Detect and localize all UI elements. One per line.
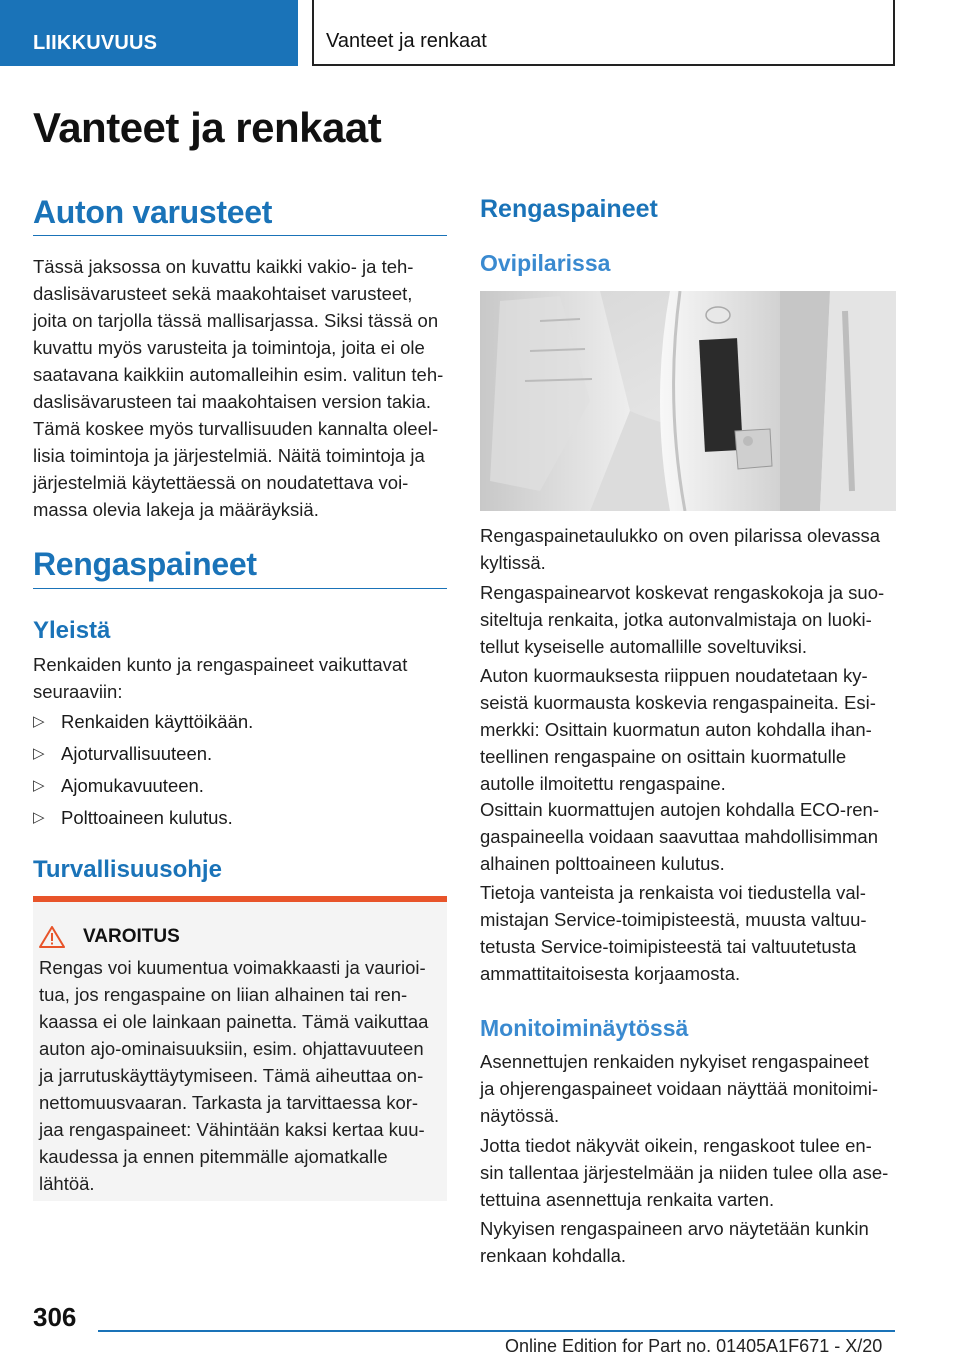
header-chapter-title: Vanteet ja renkaat <box>312 0 895 66</box>
triangle-bullet-icon: ▷ <box>33 745 45 762</box>
door-pillar-heading: Ovipilarissa <box>480 250 611 276</box>
safety-heading: Turvallisuusohje <box>33 856 222 883</box>
effects-list <box>33 708 447 836</box>
door-pillar-image <box>480 291 896 511</box>
current-value-paragraph: Nykyisen rengaspaineen arvo näytetään kunkin renkaan kohdalla. <box>480 1218 869 1266</box>
door-pillar-illustration <box>480 291 896 511</box>
sizes-paragraph: Rengaspainearvot koskevat rengaskokoja ja suo- siteltuja renkaita, jotka autonvalmistaja on luoki- tellut kyseiselle automallille soveltuviksi. <box>480 582 885 657</box>
pressure-heading: Rengaspaineet <box>33 546 257 582</box>
warning-box <box>33 896 447 1201</box>
general-heading: Yleistä <box>33 617 111 644</box>
header-section-tab: LIIKKUVUUS <box>0 0 298 66</box>
service-paragraph: Tietoja vanteista ja renkaista voi tiedustella val- mistajan Service-toimipisteestä, muusta valtuu- tetusta Service-toimipisteestä tai valtuutetusta ammattitaitoisesta korjaamosta. <box>480 882 867 984</box>
right-pressure-heading: Rengaspaineet <box>480 195 658 223</box>
equipment-heading: Auton varusteet <box>33 194 273 230</box>
footer-edition-text: Online Edition for Part no. 01405A1F671 - X/20 <box>505 1336 883 1356</box>
footer-rule <box>98 1330 895 1332</box>
warning-title: VAROITUS <box>83 926 180 947</box>
general-paragraph: Renkaiden kunto ja rengaspaineet vaikuttavat seuraaviin: <box>33 654 408 702</box>
equipment-paragraph: Tässä jaksossa on kuvattu kaikki vakio- ja teh- daslisävarusteet sekä maakohtaiset varusteet, joita on tarjolla tässä mallisarjassa. Siksi tässä on kuvattu myös varusteita ja toimintoja, joita ei ole saatavana kaikkiin automalleihin esim. valitun teh- daslisävarusteen tai maakohtaisen version takia. Tämä koskee myös turvallisuuden kannalta oleel- lisia toimintoja ja järjestelmiä. Näitä toimintoja ja järjestelmiä käytettäessä on noudatettava voi- massa olevia lakeja ja määräyksiä. <box>33 256 444 520</box>
page-title: Vanteet ja renkaat <box>33 104 382 151</box>
triangle-bullet-icon: ▷ <box>33 713 45 730</box>
list-item: ▷ Renkaiden käyttöikään. <box>33 708 447 735</box>
display-heading: Monitoiminäytössä <box>480 1015 689 1041</box>
list-item: ▷ Ajomukavuuteen. <box>33 772 447 799</box>
equipment-heading-rule <box>33 235 447 236</box>
load-paragraph: Auton kuormauksesta riippuen noudatetaan ky- seistä kuormausta koskevia rengaspaineita. Esi- merkki: Osittain kuormatun auton kohdalla ihan- teellinen rengaspaine on osittain kuormatulle autolle ilmoitettu rengaspaine. <box>480 665 876 794</box>
display-paragraph: Asennettujen renkaiden nykyiset rengaspaineet ja ohjerengaspaineet voidaan näyttää monitoimi- näytössä. <box>480 1051 879 1126</box>
warning-triangle-icon <box>39 926 65 948</box>
pillar-paragraph: Rengaspainetaulukko on oven pilarissa olevassa kyltissä. <box>480 525 881 573</box>
triangle-bullet-icon: ▷ <box>33 777 45 794</box>
list-item: ▷ Polttoaineen kulutus. <box>33 804 447 831</box>
warning-header <box>39 926 435 948</box>
triangle-bullet-icon: ▷ <box>33 809 45 826</box>
eco-paragraph: Osittain kuormattujen autojen kohdalla ECO-ren- gaspaineella voidaan saavuttaa mahdollisimman alhainen polttoaineen kulutus. <box>480 799 879 874</box>
sizes-storage-paragraph: Jotta tiedot näkyvät oikein, rengaskoot tulee en- sin tallentaa järjestelmään ja niiden tulee olla ase- tettuina asennettuja renkaita varten. <box>480 1135 889 1210</box>
page-number: 306 <box>33 1302 77 1332</box>
list-item: ▷ Ajoturvallisuuteen. <box>33 740 447 767</box>
pressure-heading-rule <box>33 588 447 589</box>
warning-text: Rengas voi kuumentua voimakkaasti ja vaurioi- tua, jos rengaspaine on liian alhainen tai ren- kaassa ei ole lainkaan painetta. Tämä vaikuttaa auton ajo-ominaisuuksiin, esim. ohjattavuuteen ja jarrutuskäyttäytymiseen. Tämä aiheuttaa on- nettomuusvaaran. Tarkasta ja tarvittaessa kor- jaa rengaspaineet: Vähintään kaksi kertaa kuu- kaudessa ja ennen pitemmälle ajomatkalle lähtöä. <box>39 957 429 1194</box>
